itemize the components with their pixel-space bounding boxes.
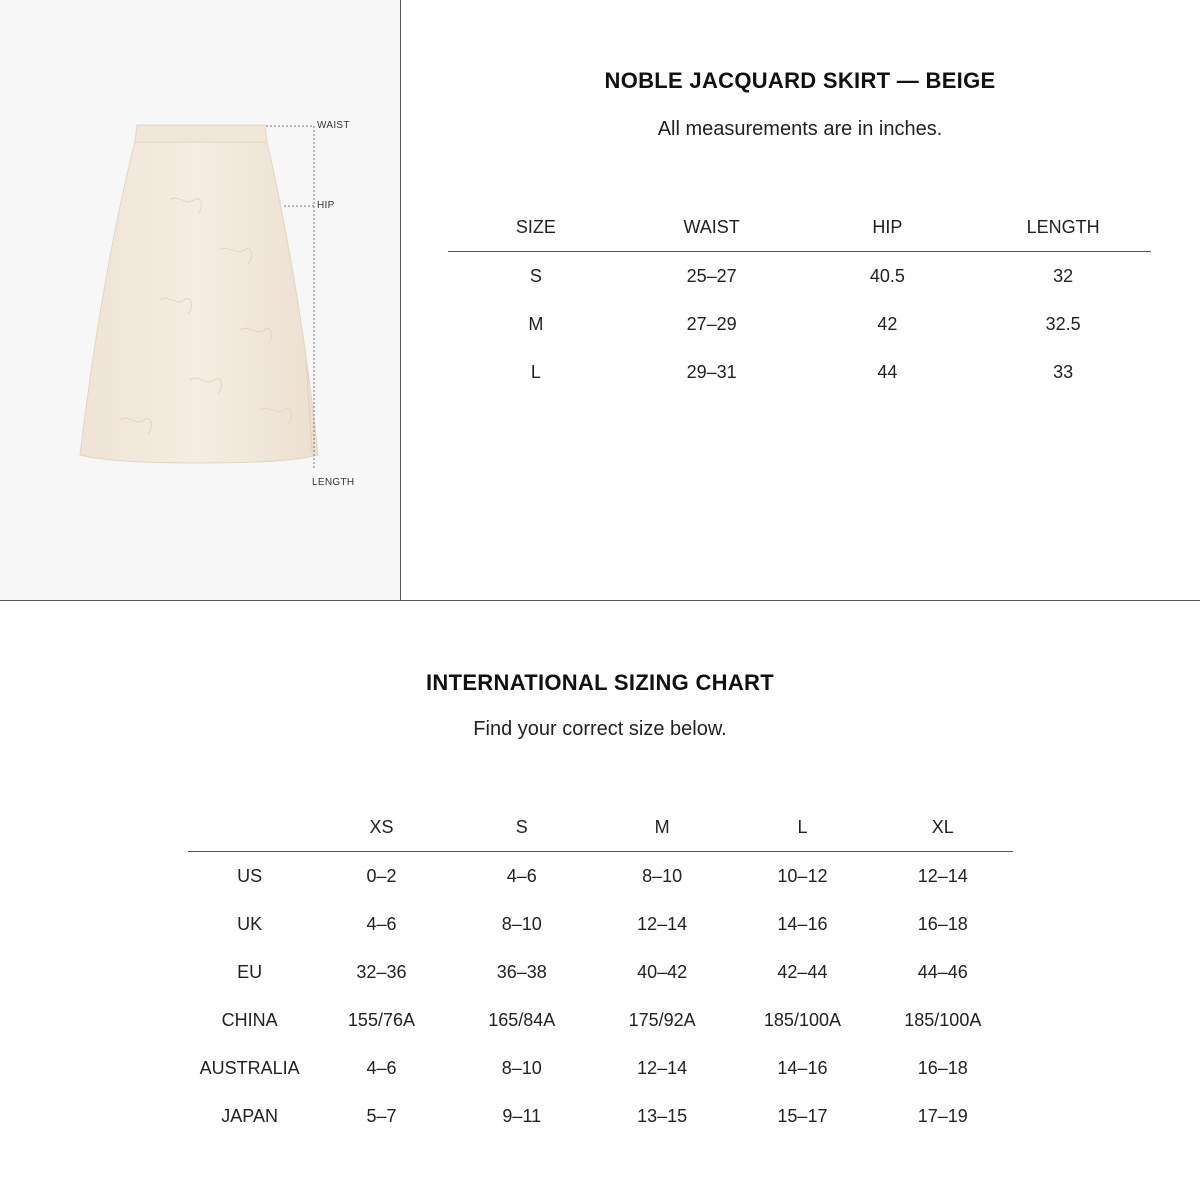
waist-measure-label: WAIST (317, 120, 350, 131)
table-cell: 32 (1053, 265, 1074, 286)
table-cell: 16–18 (917, 913, 968, 934)
table-row (188, 1092, 1013, 1140)
table-cell: 175/92A (628, 1009, 696, 1030)
skirt-body (80, 142, 318, 463)
column-header (188, 803, 311, 852)
table-cell: 5–7 (366, 1105, 397, 1126)
table-cell: 10–12 (777, 865, 828, 886)
intl-chart-title: INTERNATIONAL SIZING CHART (426, 670, 774, 695)
table-cell: 15–17 (777, 1105, 828, 1126)
column-header: M (592, 803, 732, 852)
table-row (448, 252, 1151, 301)
table-cell: 29–31 (686, 361, 737, 382)
table-row (188, 852, 1013, 901)
row-label: CHINA (221, 1009, 278, 1030)
table-cell: 42–44 (777, 961, 828, 982)
column-header: SIZE (448, 203, 624, 252)
table-cell: S (529, 265, 542, 286)
table-cell: 8–10 (501, 913, 542, 934)
table-row (448, 300, 1151, 348)
row-label: AUSTRALIA (199, 1057, 300, 1078)
table-cell: 14–16 (777, 913, 828, 934)
column-header: XS (311, 803, 451, 852)
table-cell: 9–11 (502, 1105, 542, 1126)
column-header: LENGTH (975, 203, 1151, 252)
table-row (188, 996, 1013, 1044)
column-header: HIP (800, 203, 976, 252)
row-label: US (237, 865, 263, 886)
international-sizing-table (188, 803, 1013, 1140)
intl-chart-subtitle: Find your correct size below. (473, 718, 727, 740)
table-cell: 33 (1053, 361, 1074, 382)
table-cell: 185/100A (904, 1009, 982, 1030)
table-header-row (448, 203, 1151, 252)
skirt-measurement-illustration (0, 0, 400, 600)
length-measure-label: LENGTH (312, 477, 355, 488)
table-cell: 32.5 (1045, 313, 1081, 334)
table-cell: 32–36 (356, 961, 407, 982)
table-cell: 4–6 (366, 913, 397, 934)
column-header: WAIST (624, 203, 800, 252)
table-row (188, 948, 1013, 996)
table-cell: 4–6 (506, 865, 537, 886)
table-cell: 25–27 (686, 265, 737, 286)
table-cell: 36–38 (496, 961, 547, 982)
section-divider (0, 600, 1200, 601)
table-cell: M (528, 313, 544, 334)
table-cell: 12–14 (637, 913, 688, 934)
table-cell: 16–18 (917, 1057, 968, 1078)
table-cell: 27–29 (686, 313, 737, 334)
skirt-waistband (135, 125, 267, 142)
row-label: JAPAN (221, 1105, 278, 1126)
column-header: L (732, 803, 872, 852)
size-measurement-table (448, 203, 1151, 396)
table-cell: 44–46 (917, 961, 968, 982)
table-header-row (188, 803, 1013, 852)
table-row (448, 348, 1151, 396)
table-cell: 44 (877, 361, 898, 382)
table-cell: 17–19 (917, 1105, 968, 1126)
row-label: UK (237, 913, 263, 934)
table-cell: 185/100A (763, 1009, 841, 1030)
row-label: EU (237, 961, 263, 982)
product-image-panel (0, 0, 401, 600)
table-cell: L (530, 361, 541, 382)
table-cell: 8–10 (642, 865, 683, 886)
table-cell: 13–15 (637, 1105, 688, 1126)
measurement-note: All measurements are in inches. (657, 118, 943, 140)
table-cell: 12–14 (917, 865, 968, 886)
table-cell: 12–14 (637, 1057, 688, 1078)
table-cell: 8–10 (501, 1057, 542, 1078)
table-cell: 155/76A (347, 1009, 415, 1030)
table-cell: 40–42 (637, 961, 688, 982)
table-cell: 42 (877, 313, 898, 334)
column-header: XL (873, 803, 1013, 852)
table-cell: 40.5 (869, 265, 905, 286)
table-cell: 4–6 (366, 1057, 397, 1078)
table-row (188, 900, 1013, 948)
hip-measure-label: HIP (317, 200, 335, 211)
table-row (188, 1044, 1013, 1092)
column-header: S (452, 803, 592, 852)
table-cell: 0–2 (366, 865, 397, 886)
table-cell: 165/84A (488, 1009, 556, 1030)
table-cell: 14–16 (777, 1057, 828, 1078)
product-title: NOBLE JACQUARD SKIRT — BEIGE (604, 68, 996, 93)
